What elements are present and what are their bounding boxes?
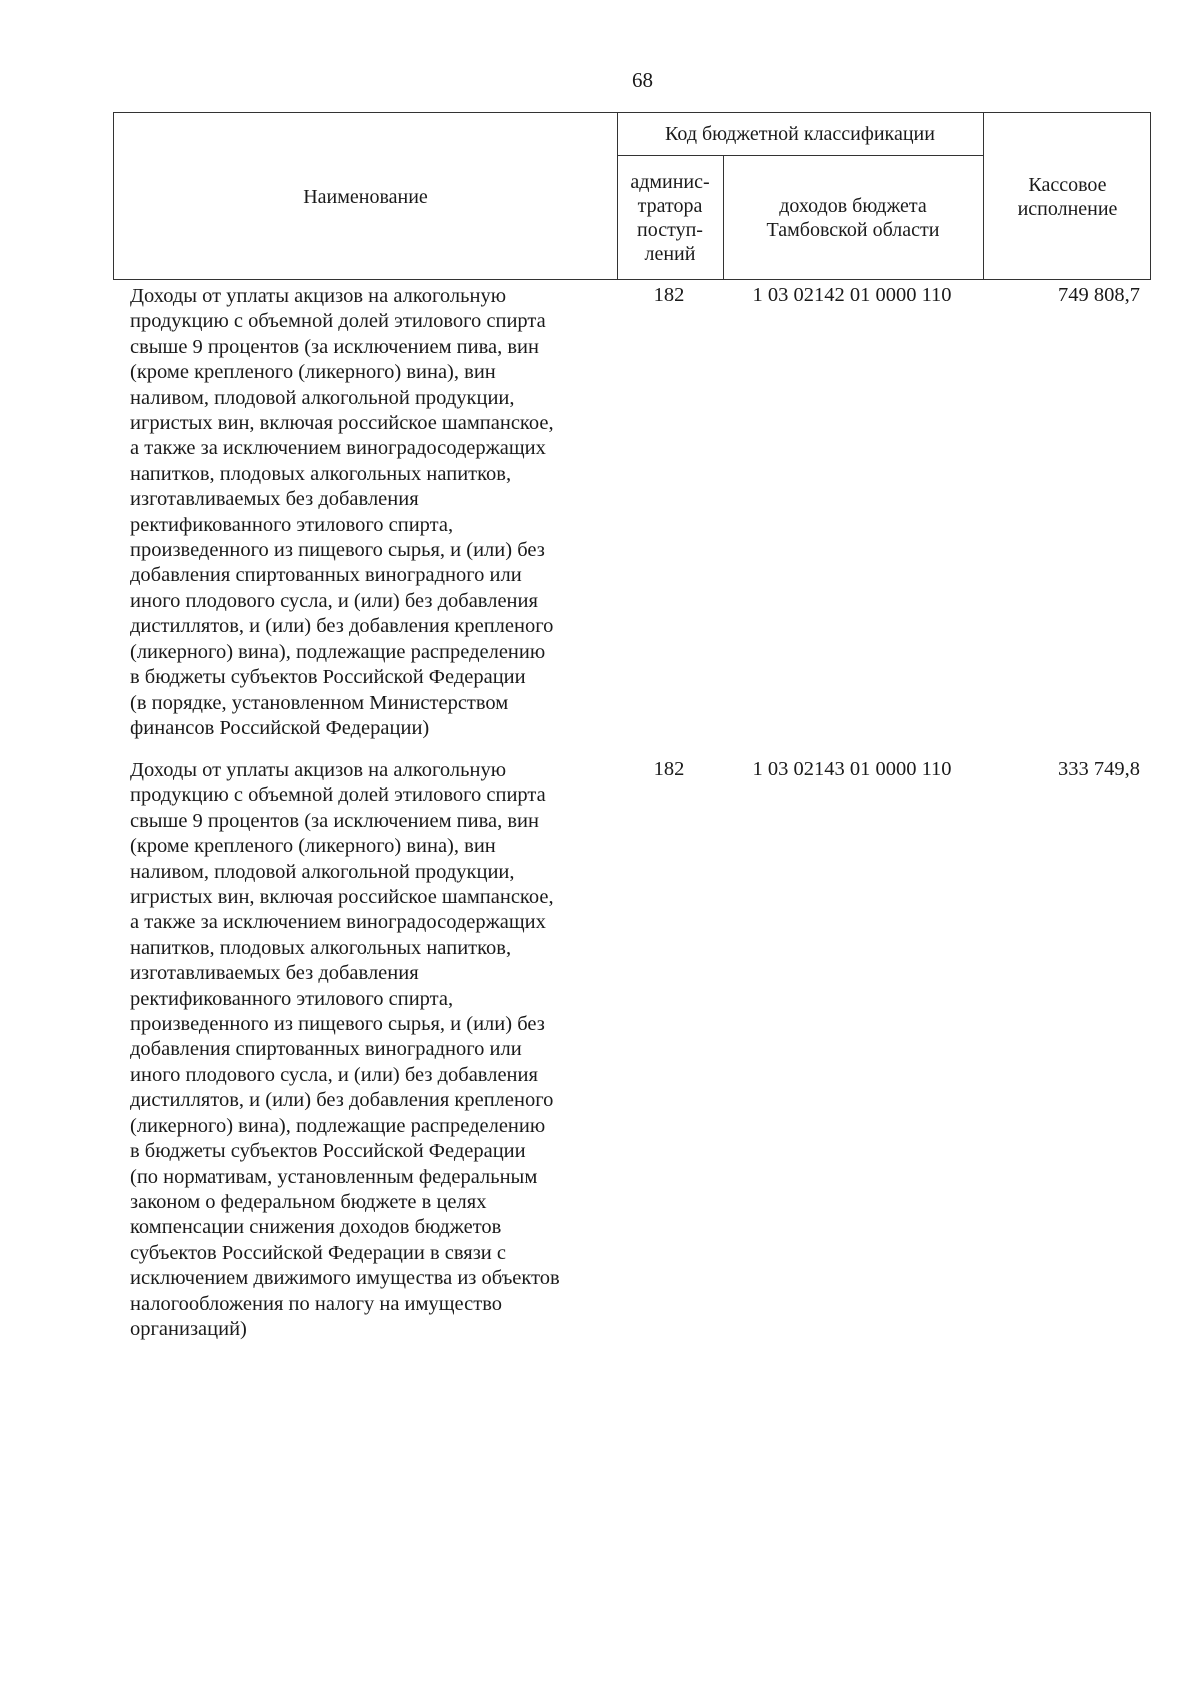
page-number: 68 bbox=[632, 68, 653, 92]
row-name: Доходы от уплаты акцизов на алкогольную продукцию с объемной долей этилового спирта свыше 9 процентов (за исключением пива, вин (кроме крепленого (ликерного) вина), вин наливом, плодовой алкогольной продукции, игристых вин, включая российское шампанское, а также за исключением виноградосодержащих напитков, плодовых алкогольных напитков, изготавливаемых без добавления ректификованного этилового спирта, произведенного из пищевого сырья, и (или) без добавления спиртованных виноградного или иного плодового сусла, и (или) без добавления дистиллятов, и (или) без добавления крепленого (ликерного) вина), подлежащие распределению в бюджеты субъектов Российской Федерации (в порядке, установленном Министерством финансов Российской Федерации) bbox=[130, 285, 554, 739]
header-classification-group: Код бюджетной классификации bbox=[665, 123, 935, 145]
row-amount: 333 749,8 bbox=[1058, 758, 1140, 780]
row-administrator: 182 bbox=[653, 758, 685, 780]
row-administrator: 182 bbox=[653, 284, 685, 306]
row-income-code: 1 03 02142 01 0000 110 bbox=[752, 284, 952, 306]
header-name: Наименование bbox=[303, 186, 428, 208]
header-income-code: доходов бюджета Тамбовской области bbox=[766, 195, 940, 241]
table-header bbox=[113, 112, 1151, 280]
header-execution: Кассовое исполнение bbox=[1017, 174, 1118, 220]
row-amount: 749 808,7 bbox=[1058, 284, 1140, 306]
row-income-code: 1 03 02143 01 0000 110 bbox=[752, 758, 952, 780]
header-administrator: админис- тратора поступ- лений bbox=[630, 171, 710, 265]
row-name: Доходы от уплаты акцизов на алкогольную продукцию с объемной долей этилового спирта свыше 9 процентов (за исключением пива, вин (кроме крепленого (ликерного) вина), вин наливом, плодовой алкогольной продукции, игристых вин, включая российское шампанское, а также за исключением виноградосодержащих напитков, плодовых алкогольных напитков, изготавливаемых без добавления ректификованного этилового спирта, произведенного из пищевого сырья, и (или) без добавления спиртованных виноградного или иного плодового сусла, и (или) без добавления дистиллятов, и (или) без добавления крепленого (ликерного) вина), подлежащие распределению в бюджеты субъектов Российской Федерации (по нормативам, установленным федеральным законом о федеральном бюджете в целях компенсации снижения доходов бюджетов субъектов Российской Федерации в связи с исключением движимого имущества из объектов налогообложения по налогу на имущество организаций) bbox=[130, 759, 560, 1340]
